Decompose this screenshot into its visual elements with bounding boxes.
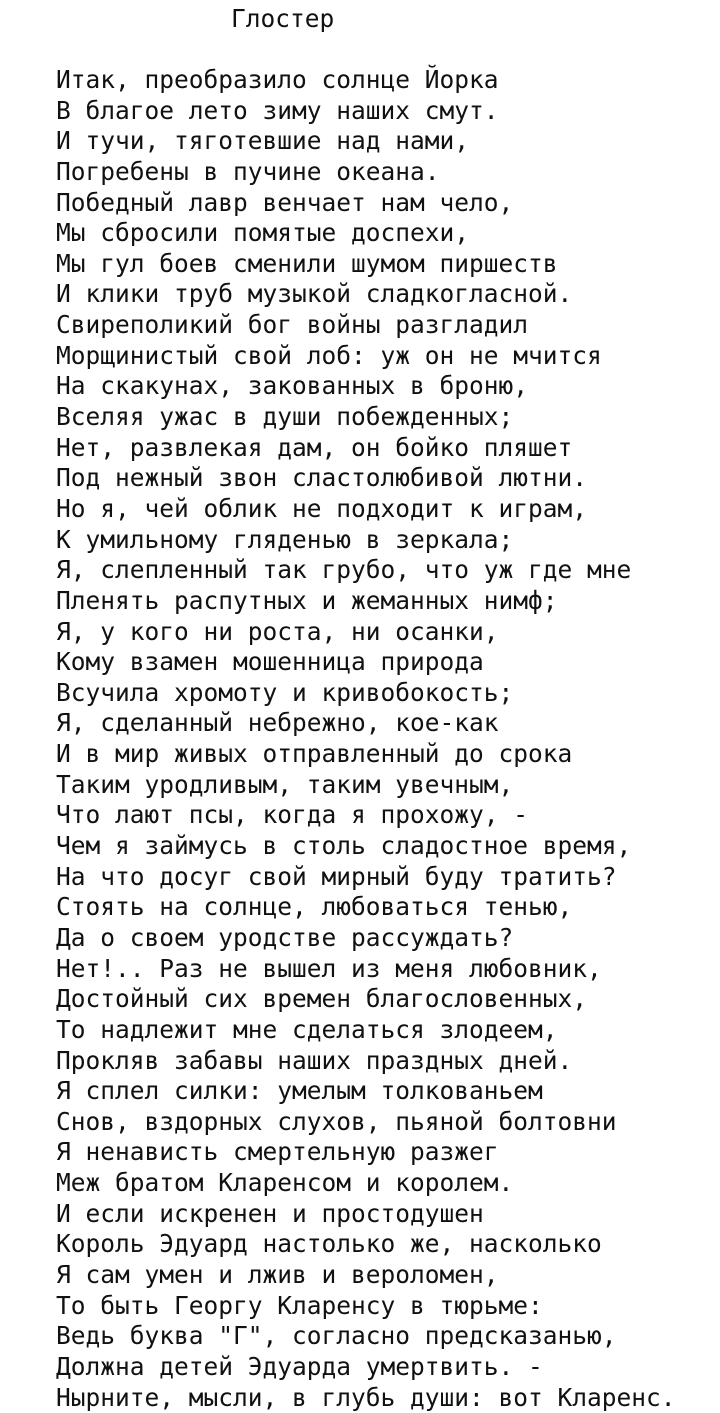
verse-line: Король Эдуард настолько же, насколько — [56, 1229, 602, 1259]
verse-line: Снов, вздорных слухов, пьяной болтовни — [56, 1106, 617, 1136]
verse-line: Мы гул боев сменили шумом пиршеств — [56, 248, 558, 278]
verse-line: Нет!.. Раз не вышел из меня любовник, — [56, 953, 602, 983]
verse-line: То надлежит мне сделаться злодеем, — [56, 1014, 558, 1044]
verse-line: На что досуг свой мирный буду тратить? — [56, 861, 617, 891]
verse-line: То быть Георгу Кларенсу в тюрьме: — [56, 1290, 543, 1320]
verse-line: Достойный сих времен благословенных, — [56, 984, 588, 1014]
verse-line: Я сам умен и лжив и вероломен, — [56, 1259, 499, 1289]
speaker-name: Глостер — [231, 4, 335, 33]
verse-line: Кому взамен мошенница природа — [56, 647, 484, 677]
verse-line: Ведь буква "Г", согласно предсказанью, — [56, 1321, 617, 1351]
verse-line: Стоять на солнце, любоваться тенью, — [56, 892, 573, 922]
verse-line: И клики труб музыкой сладкогласной. — [56, 279, 573, 309]
verse-line: Да о своем уродстве рассуждать? — [56, 922, 514, 952]
verse-line: Морщинистый свой лоб: уж он не мчится — [56, 340, 602, 370]
verse-line: Нырните, мысли, в глубь души: вот Кларенс. — [56, 1382, 676, 1412]
verse-line: Всучила хромоту и кривобокость; — [56, 677, 514, 707]
verse-line: Что лают псы, когда я прохожу, - — [56, 800, 529, 830]
verse-line: Нет, развлекая дам, он бойко пляшет — [56, 432, 573, 462]
verse-line: Но я, чей облик не подходит к играм, — [56, 493, 588, 523]
verse-line: Пленять распутных и жеманных нимф; — [56, 585, 558, 615]
verse-line: И если искренен и простодушен — [56, 1198, 484, 1228]
verse-line: Я, у кого ни роста, ни осанки, — [56, 616, 499, 646]
verse-line: Я, слепленный так грубо, что уж где мне — [56, 555, 632, 585]
verse-line: Погребены в пучине океана. — [56, 156, 440, 186]
verse-line: К умильному гляденью в зеркала; — [56, 524, 514, 554]
verse-line: Меж братом Кларенсом и королем. — [56, 1168, 514, 1198]
verse-line: Вселяя ужас в души побежденных; — [56, 402, 514, 432]
verse-line: И тучи, тяготевшие над нами, — [56, 126, 470, 156]
verse-line: На скакунах, закованных в броню, — [56, 371, 529, 401]
verse-line: Свиреполикий бог войны разгладил — [56, 310, 529, 340]
verse-line: Итак, преобразило солнце Йорка — [56, 65, 499, 94]
verse-line: Я, сделанный небрежно, кое-как — [56, 708, 499, 738]
verse-line: Мы сбросили помятые доспехи, — [56, 218, 470, 248]
verse-line: Я сплел силки: умелым толкованьем — [56, 1076, 543, 1106]
verse-line: Прокляв забавы наших праздных дней. — [56, 1045, 573, 1075]
verse-line: Таким уродливым, таким увечным, — [56, 769, 514, 799]
verse-line: Должна детей Эдуарда умертвить. - — [56, 1351, 543, 1381]
verse-line: В благое лето зиму наших смут. — [56, 95, 499, 125]
verse-line: Победный лавр венчает нам чело, — [56, 187, 514, 217]
verse-line: Под нежный звон сластолюбивой лютни. — [56, 463, 588, 493]
verse-line: Чем я займусь в столь сладостное время, — [56, 831, 632, 861]
verse-line: Я ненависть смертельную разжег — [56, 1137, 499, 1167]
verse-line: И в мир живых отправленный до срока — [56, 739, 573, 769]
verse-text — [56, 65, 676, 1413]
